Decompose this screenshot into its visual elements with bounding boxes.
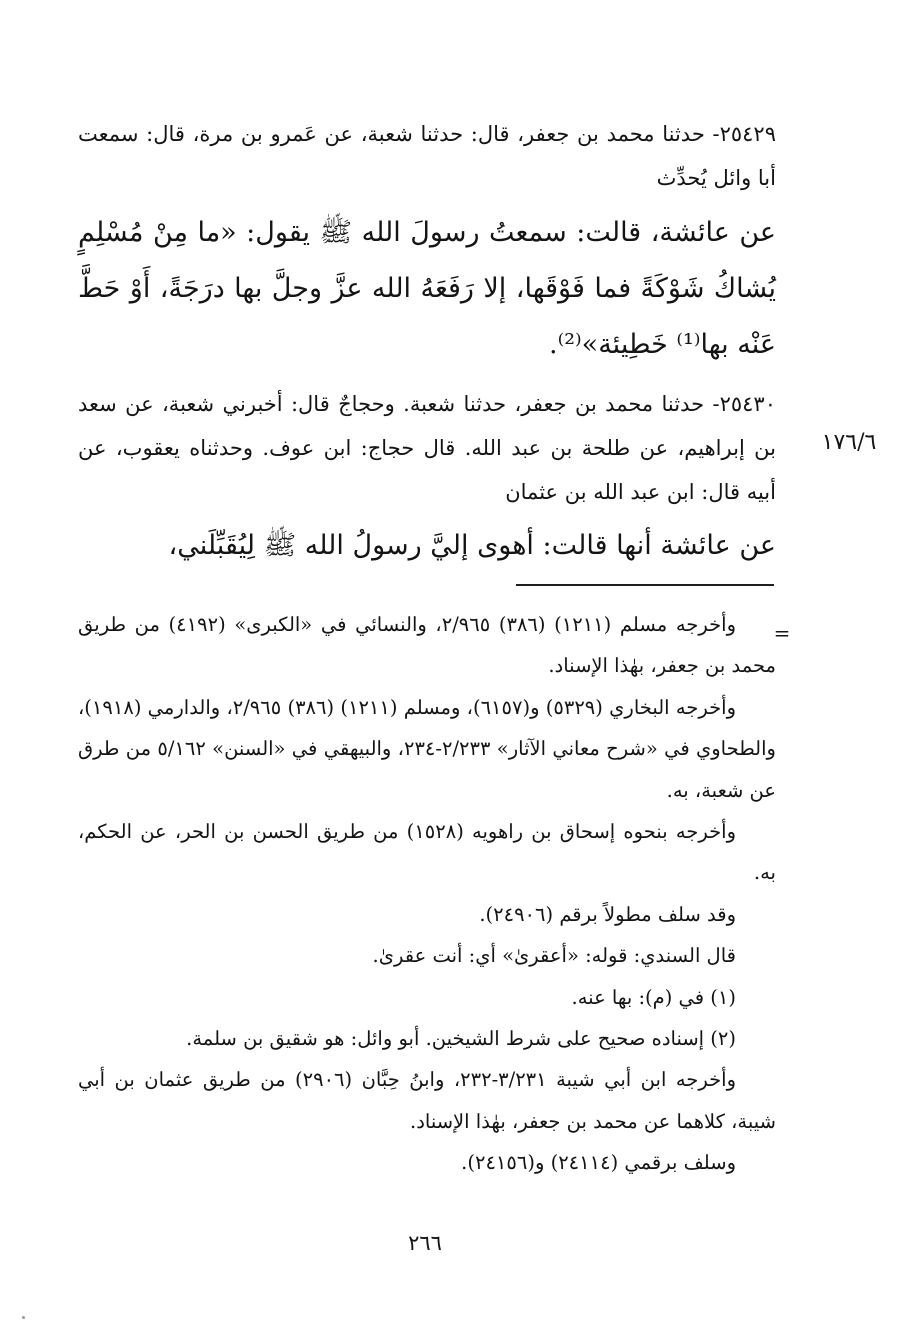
hadith-25430-text [78,518,776,574]
footnote-paragraph: وأخرجه بنحوه إسحاق بن راهويه (١٥٢٨) من طريق الحسن بن الحر، عن الحكم، به. [78,820,776,885]
scan-speck [22,1316,25,1319]
footnote-2: (٢) إسناده صحيح على شرط الشيخين. أبو وائل: هو شقيق بن سلمة. [186,1027,736,1051]
footnote-paragraph: وأخرجه ابن أبي شيبة ٣/٢٣١-٢٣٢، وابنُ حِبَّان (٢٩٠٦) من طريق عثمان بن أبي شيبة، كلاهما عن محمد بن جعفر، بهٰذا الإسناد. [78,1068,776,1133]
footnote-1: (١) في (م): بها عنه. [571,985,736,1009]
hadith-25429-chain [78,112,776,200]
page-number: ٢٦٦ [408,1231,442,1255]
hadith-matn-text: عن عائشة أنها قالت: أهوى إليَّ رسولُ الله ﷺ لِيُقَبِّلَني، [168,530,776,561]
margin-volume-page-reference: ١٧٦/٦ [821,430,877,455]
hadith-chain-text: ٢٥٤٣٠- حدثنا محمد بن جعفر، حدثنا شعبة. وحجاجٌ قال: أخبرني شعبة، عن سعد بن إبراهيم، عن طلحة بن عبد الله. قال حجاج: ابن عوف. وحدثناه يعقوب، عن أبيه قال: ابن عبد الله بن عثمان [78,392,776,504]
footnote-paragraph: قال السندي: قوله: «أعقرىٰ» أي: أنت عقرىٰ. [372,944,736,968]
footnote-paragraph: وأخرجه مسلم (١٢١١) (٣٨٦) ٢/٩٦٥، والنسائي في «الكبرى» (٤١٩٢) من طريق محمد بن جعفر، بهٰذا الإسناد. [78,613,776,678]
hadith-chain-text: ٢٥٤٢٩- حدثنا محمد بن جعفر، قال: حدثنا شعبة، عن عَمرو بن مرة، قال: سمعت أبا وائل يُحدِّث [78,122,776,190]
footnote-separator-rule [516,584,774,586]
hadith-25430-chain [78,382,776,514]
footnote-paragraph: وسلف برقمي (٢٤١١٤) و(٢٤١٥٦). [461,1151,736,1175]
footnote-continuation-mark: = [773,621,791,645]
hadith-25429-text [78,205,776,373]
footnote-paragraph: وقد سلف مطولاً برقم (٢٤٩٠٦). [479,902,736,926]
footnotes-section [78,604,776,1184]
hadith-matn-text: عن عائشة، قالت: سمعتُ رسولَ الله ﷺ يقول: «ما مِنْ مُسْلِمٍ يُشاكُ شَوْكَةً فما فَوْقَها، إلا رَفَعَهُ الله عزَّ وجلَّ بها درَجَةً، أَوْ حَطَّ عَنْه بها⁽¹⁾ خَطِيئة»⁽²⁾. [78,217,776,360]
footnote-paragraph: وأخرجه البخاري (٥٣٢٩) و(٦١٥٧)، ومسلم (١٢١١) (٣٨٦) ٢/٩٦٥، والدارمي (١٩١٨)، والطحاوي في «شرح معاني الآثار» ٢/٢٣٣-٢٣٤، والبيهقي في «السنن» ٥/١٦٢ من طرق عن شعبة، به. [78,695,776,802]
